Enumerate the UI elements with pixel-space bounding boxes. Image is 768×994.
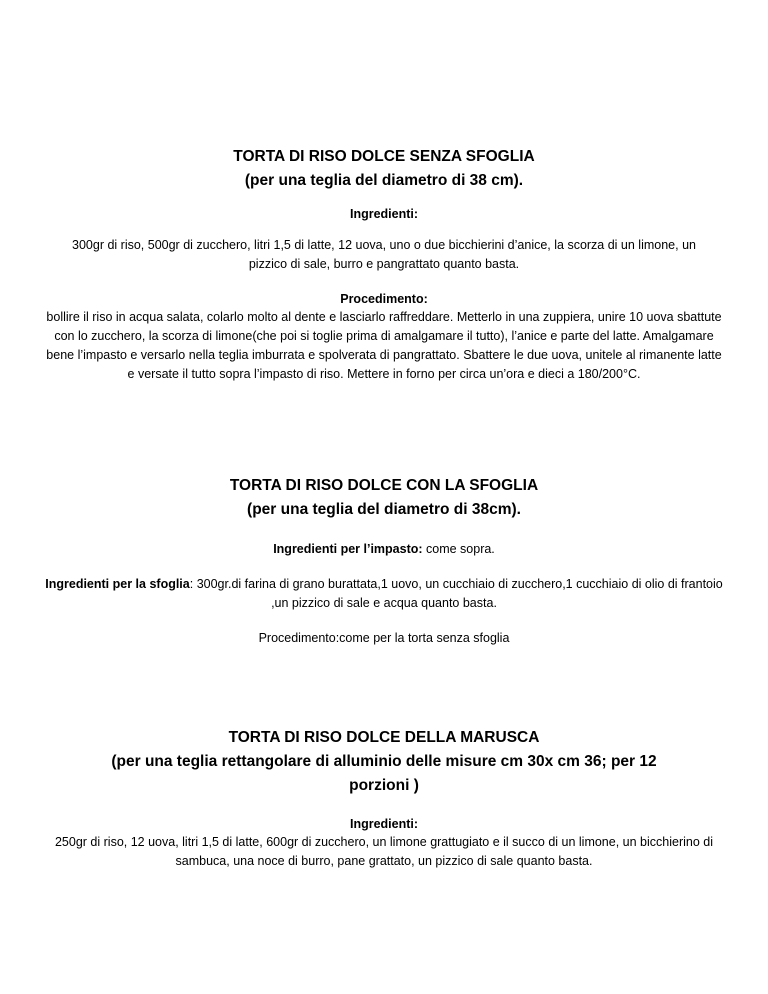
- recipe3-ingredients-label: Ingredienti:: [349, 817, 419, 831]
- recipe2-procedure-block: [60, 629, 708, 648]
- recipe3-heading: [90, 726, 678, 798]
- recipe3-ingredients-block: [44, 833, 724, 871]
- recipe1-ingredients-text: 300gr di riso, 500gr di zucchero, litri 1,5 di latte, 12 uova, uno o due bicchierini d’anice, la scorza di un limone, un pizzico di sale, burro e pangrattato quanto basta.: [72, 238, 696, 271]
- recipe2-dough-label: Ingredienti per l’impasto:: [273, 542, 423, 556]
- recipe2-pastry-block: [44, 575, 724, 613]
- recipe2-title: TORTA DI RISO DOLCE CON LA SFOGLIA: [229, 477, 539, 494]
- recipe1-ingredients-label: Ingredienti:: [349, 207, 419, 221]
- recipe2-dough-text: come sopra.: [422, 542, 495, 556]
- recipe2-subtitle: (per una teglia del diametro di 38cm).: [247, 501, 521, 518]
- recipe1-procedure-label-block: [60, 290, 708, 308]
- recipe3-ingredients-text: 250gr di riso, 12 uova, litri 1,5 di latte, 600gr di zucchero, un limone grattugiato e il succo di un limone, un bicchierino di sambuca, una noce di burro, pane grattato, un pizzico di sale quanto basta.: [54, 835, 713, 868]
- recipe2-pastry-label: Ingredienti per la sfoglia: [45, 577, 190, 591]
- recipe1-ingredients-label-block: [60, 205, 708, 223]
- recipe1-subtitle: (per una teglia del diametro di 38 cm).: [244, 172, 524, 189]
- recipe1-procedure-block: [44, 308, 724, 384]
- recipe3-title: TORTA DI RISO DOLCE DELLA MARUSCA: [228, 729, 540, 746]
- recipe2-pastry-line: [44, 575, 724, 613]
- recipe2-dough-block: [60, 540, 708, 559]
- recipe1-ingredients-block: [60, 236, 708, 274]
- recipe1-heading: [60, 145, 708, 193]
- recipe3-ingredients-label-block: [60, 815, 708, 833]
- recipe2-dough-line: [60, 540, 708, 559]
- recipe1-procedure-label: Procedimento:: [340, 292, 428, 306]
- recipe1-procedure-text: bollire il riso in acqua salata, colarlo molto al dente e lasciarlo raffreddare. Metterlo in una zuppiera, unire 10 uova sbattute con lo zucchero, la scorza di limone(che poi si toglie prima di amalgamare il tutto), l’anice e parte del latte. Amalgamare bene l’impasto e versarlo nella teglia imburrata e spolverata di pangrattato. Sbattere le due uova, unitele al rimanente latte e versate il tutto sopra l’impasto di riso. Mettere in forno per circa un’ora e dieci a 180/200°C.: [46, 310, 722, 381]
- recipe2-heading: [60, 474, 708, 522]
- recipe3-subtitle: (per una teglia rettangolare di alluminio delle misure cm 30x cm 36; per 12 porzioni ): [111, 753, 657, 794]
- recipe2-procedure-text: Procedimento:come per la torta senza sfoglia: [258, 631, 510, 645]
- recipe1-title: TORTA DI RISO DOLCE SENZA SFOGLIA: [233, 148, 535, 165]
- recipe2-pastry-text: : 300gr.di farina di grano burattata,1 uovo, un cucchiaio di zucchero,1 cucchiaio di olio di frantoio ,un pizzico di sale e acqua quanto basta.: [189, 577, 723, 610]
